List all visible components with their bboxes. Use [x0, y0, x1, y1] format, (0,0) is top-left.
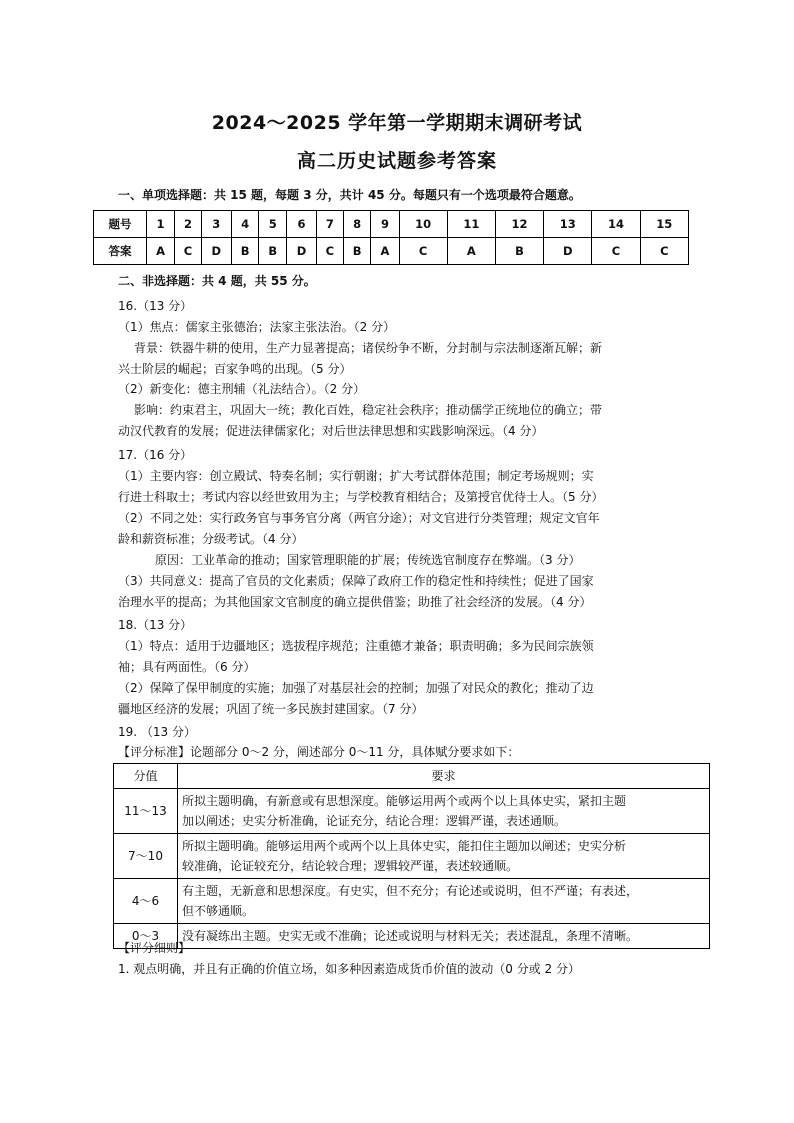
answer-cell: A	[447, 238, 495, 265]
q17-line: （3）共同意义：提高了官员的文化素质；保障了政府工作的稳定性和持续性；促进了国家	[118, 574, 594, 588]
question-number: 8	[343, 211, 371, 238]
rubric-requirement	[178, 879, 710, 924]
table-row	[114, 879, 710, 924]
q17-line: （1）主要内容：创立殿试、特奏名制；实行朝谢；扩大考试群体范围；制定考场规则；实	[118, 469, 594, 483]
rubric-header-score: 分值	[114, 764, 178, 789]
question-number: 6	[287, 211, 317, 238]
q16-line: 兴士阶层的崛起；百家争鸣的出现。（5 分）	[118, 362, 352, 376]
section-2-heading: 二、非选择题：共 4 题，共 55 分。	[118, 274, 316, 288]
answer-cell: D	[287, 238, 317, 265]
rubric-score: 0～3	[114, 924, 178, 949]
q16-line: 背景：铁器牛耕的使用，生产力显著提高；诸侯纷争不断，分封制与宗法制逐渐瓦解；新	[134, 341, 603, 355]
rubric-score: 7～10	[114, 834, 178, 879]
rubric-text: 有主题，无新意和思想深度。有史实，但不充分；有论述或说明，但不严谨；有表述，	[182, 884, 639, 898]
q18-line: 袖；具有两面性。（6 分）	[118, 660, 256, 674]
rubric-text: 没有凝练出主题。史实无或不准确；论述或说明与材料无关；表述混乱，条理不清晰。	[182, 929, 639, 943]
q18-heading: 18.（13 分）	[118, 618, 193, 632]
question-number: 11	[447, 211, 495, 238]
answer-cell: C	[592, 238, 640, 265]
question-number: 12	[495, 211, 543, 238]
answer-cell: C	[640, 238, 688, 265]
section-1-heading: 一、单项选择题：共 15 题，每题 3 分，共计 45 分。每题只有一个选项最符合题意。	[118, 188, 581, 202]
q17-line: 治理水平的提高；为其他国家文官制度的确立提供借鉴；助推了社会经济的发展。（4 分）	[118, 595, 592, 609]
rubric-requirement	[178, 834, 710, 879]
question-number: 14	[592, 211, 640, 238]
question-number: 4	[231, 211, 259, 238]
row-header-number: 题号	[94, 211, 147, 238]
answer-cell: B	[495, 238, 543, 265]
answer-cell: B	[343, 238, 371, 265]
q17-line: 行进士科取士；考试内容以经世致用为主；与学校教育相结合；及第授官优待士人。（5 分）	[118, 490, 604, 504]
rubric-requirement	[178, 789, 710, 834]
rubric-header-requirement: 要求	[178, 764, 710, 789]
answer-cell: D	[544, 238, 592, 265]
question-number: 9	[371, 211, 399, 238]
answer-cell: A	[147, 238, 175, 265]
page-subtitle: 高二历史试题参考答案	[296, 150, 497, 172]
answer-cell: C	[175, 238, 202, 265]
table-row	[114, 789, 710, 834]
answer-cell: C	[316, 238, 343, 265]
q17-line: （2）不同之处：实行政务官与事务官分离（两官分途）；对文官进行分类管理；规定文官年	[118, 511, 600, 525]
rubric-text: 但不够通顺。	[182, 904, 255, 918]
rubric-text: 较准确，论证较充分，结论较合理；逻辑较严谨，表述较通顺。	[182, 859, 519, 873]
q19-criteria: 【评分标准】论题部分 0～2 分，阐述部分 0～11 分，具体赋分要求如下：	[118, 745, 520, 759]
question-number: 7	[316, 211, 343, 238]
answer-cell: A	[371, 238, 399, 265]
table-row	[114, 834, 710, 879]
q18-line: （1）特点：适用于边疆地区；选拔程序规范；注重德才兼备；职责明确；多为民间宗族领	[118, 639, 594, 653]
rubric-text: 所拟主题明确，有新意或有思想深度。能够运用两个或两个以上具体史实，紧扣主题	[182, 794, 627, 808]
rubric-text: 加以阐述；史实分析准确，论证充分，结论合理：逻辑严谨，表述通顺。	[182, 814, 567, 828]
table-row-answers	[94, 238, 689, 265]
q16-line: （1）焦点：儒家主张德治；法家主张法治。（2 分）	[118, 320, 396, 334]
q16-heading: 16.（13 分）	[118, 299, 193, 313]
page-title: 2024～2025 学年第一学期期末调研考试	[211, 112, 583, 134]
answer-table	[93, 210, 689, 265]
rubric-score: 4～6	[114, 879, 178, 924]
question-number: 13	[544, 211, 592, 238]
q16-line: （2）新变化：德主刑辅（礼法结合）。（2 分）	[118, 382, 366, 396]
q17-heading: 17.（16 分）	[118, 448, 193, 462]
q18-line: （2）保障了保甲制度的实施；加强了对基层社会的控制；加强了对民众的教化；推动了边	[118, 681, 594, 695]
answer-cell: D	[201, 238, 231, 265]
question-number: 5	[259, 211, 287, 238]
q19-detail-item: 1. 观点明确，并且有正确的价值立场，如多种因素造成货币价值的波动（0 分或 2 分）	[118, 962, 580, 976]
q16-line: 动汉代教育的发展；促进法律儒家化；对后世法律思想和实践影响深远。（4 分）	[118, 424, 544, 438]
row-header-answer: 答案	[94, 238, 147, 265]
question-number: 15	[640, 211, 688, 238]
q17-line: 龄和薪资标准；分级考试。（4 分）	[118, 532, 304, 546]
question-number: 10	[399, 211, 447, 238]
table-row	[114, 764, 710, 789]
rubric-text: 所拟主题明确。能够运用两个或两个以上具体史实，能扣住主题加以阐述；史实分析	[182, 839, 627, 853]
q19-detail-heading: 【评分细则】	[118, 941, 191, 955]
answer-cell: B	[259, 238, 287, 265]
q17-line: 原因：工业革命的推动；国家管理职能的扩展；传统选官制度存在弊端。（3 分）	[155, 553, 581, 567]
question-number: 1	[147, 211, 175, 238]
q16-line: 影响：约束君主，巩固大一统；教化百姓，稳定社会秩序；推动儒学正统地位的确立；带	[134, 403, 603, 417]
q19-heading: 19. （13 分）	[118, 725, 196, 739]
answer-cell: C	[399, 238, 447, 265]
table-row-numbers	[94, 211, 689, 238]
question-number: 2	[175, 211, 202, 238]
rubric-table	[113, 763, 710, 949]
question-number: 3	[201, 211, 231, 238]
rubric-score: 11～13	[114, 789, 178, 834]
q18-line: 疆地区经济的发展；巩固了统一多民族封建国家。（7 分）	[118, 702, 424, 716]
answer-cell: B	[231, 238, 259, 265]
